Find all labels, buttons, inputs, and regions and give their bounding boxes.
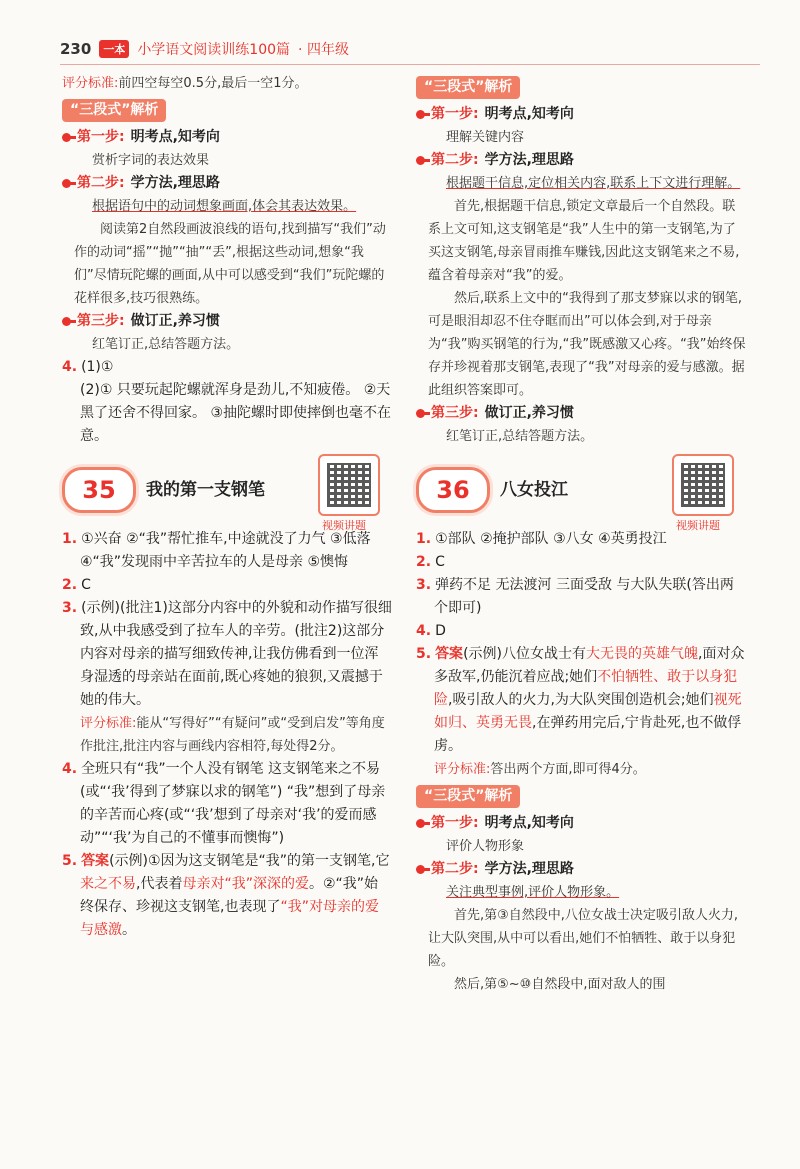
answer-label: 答案 bbox=[81, 853, 110, 869]
video-label: 视频讲题 bbox=[322, 519, 366, 532]
analysis-paragraph: 然后,联系上文中的“我得到了那支梦寐以求的钢笔,可是眼泪却忍不住夺眶而出”可以体会到,对于母亲为“我”购买钢笔的行为,“我”既感激又心疼。“我”始终保存并珍视着那支钢笔,表现了“我”对母亲的爱与感激。据此组织答案即可。 bbox=[428, 291, 746, 398]
answer-5 bbox=[62, 850, 392, 942]
analysis-paragraph: 首先,根据题干信息,锁定文章最后一个自然段。联系上文可知,这支钢笔是“我”人生中的第一支钢笔,为了买这支钢笔,母亲冒雨推车赚钱,因此这支钢笔来之不易,蕴含着母亲对“我”的爱。 bbox=[428, 199, 740, 283]
answer-text: 。 bbox=[122, 922, 136, 938]
answer-text: 全班只有“我”一个人没有钢笔 这支钢笔来之不易(或“‘我’得到了梦寐以求的钢笔”) “我”想到了母亲的辛苦而心疼(或“‘我’想到了母亲对‘我’的爱而感动”“‘我’为自己的不懂事而懊悔”) bbox=[80, 761, 386, 846]
qr-code-icon[interactable] bbox=[318, 454, 380, 516]
criteria-text: 能从“写得好”“有疑问”或“受到启发”等角度作批注,批注内容与画线内容相符,每处得2分。 bbox=[80, 716, 385, 754]
analysis-tag: “三段式”解析 bbox=[416, 76, 520, 99]
page-number: 230 bbox=[60, 40, 92, 58]
lesson-number: 36 bbox=[416, 467, 490, 513]
answer-number: 3. bbox=[416, 577, 432, 593]
analysis-tag: “三段式”解析 bbox=[416, 785, 520, 808]
video-label: 视频讲题 bbox=[676, 519, 720, 532]
brand-logo: 一本 bbox=[99, 40, 129, 58]
qr-pattern bbox=[327, 463, 371, 507]
scoring-criteria bbox=[62, 712, 392, 758]
answer-text: C bbox=[81, 577, 91, 593]
analysis-paragraph: 阅读第2自然段画波浪线的语句,找到描写“我们”动作的动词“摇”“抛”“抽”“丢”,根据这些动词,想象“我们”尽情玩陀螺的画面,从中可以感受到“我们”玩陀螺的花样很多,技巧很熟练。 bbox=[74, 222, 386, 306]
lesson-36-header bbox=[416, 460, 746, 532]
step-title: 明考点,知考向 bbox=[484, 106, 574, 122]
step-title: 做订正,养习惯 bbox=[130, 313, 220, 329]
step-one bbox=[416, 812, 746, 835]
answer-4-part2: (2)① 只要玩起陀螺就浑身是劲儿,不知疲倦。 ②天黑了还舍不得回家。 ③抽陀螺时即使摔倒也毫不在意。 bbox=[80, 382, 391, 444]
answer-5 bbox=[416, 643, 746, 758]
answer-number: 1. bbox=[62, 531, 78, 547]
step-title: 学方法,理思路 bbox=[130, 175, 220, 191]
step-title: 做订正,养习惯 bbox=[484, 405, 574, 421]
answer-text: D bbox=[435, 623, 446, 639]
analysis-paragraph: 首先,第③自然段中,八位女战士决定吸引敌人火力,让大队突围,从中可以看出,她们不怕牺牲、敢于以身犯险。 bbox=[428, 908, 739, 969]
highlight-text: 母亲对“我”深深的爱 bbox=[182, 876, 309, 892]
answer-number: 2. bbox=[416, 554, 432, 570]
page-header bbox=[60, 36, 349, 62]
step-two bbox=[416, 149, 746, 172]
analysis-tag: “三段式”解析 bbox=[62, 99, 166, 122]
answer-number: 5. bbox=[62, 853, 78, 869]
step-title: 明考点,知考向 bbox=[484, 815, 574, 831]
answer-number: 5. bbox=[416, 646, 432, 662]
answer-text: 。②“我”始终保存、珍视这支钢笔,也表现了 bbox=[80, 876, 379, 915]
right-column bbox=[416, 72, 746, 996]
step-detail: 评价人物形象 bbox=[446, 839, 525, 854]
bullet-icon bbox=[62, 179, 71, 188]
step-title: 明考点,知考向 bbox=[130, 129, 220, 145]
step-title: 学方法,理思路 bbox=[484, 861, 574, 877]
step-detail: 根据语句中的动词想象画面,体会其表达效果。 bbox=[92, 199, 357, 214]
step-label: 第一步: bbox=[77, 129, 125, 145]
answer-number: 4. bbox=[62, 359, 78, 375]
answer-text: ,吸引敌人的火力,为大队突围创造机会;她们 bbox=[448, 692, 714, 708]
lesson-35-header bbox=[62, 460, 392, 532]
step-label: 第三步: bbox=[431, 405, 479, 421]
step-detail: 赏析字词的表达效果 bbox=[92, 153, 210, 168]
step-detail: 关注典型事例,评价人物形象。 bbox=[446, 885, 620, 900]
answer-text: (示例)(批注1)这部分内容中的外貌和动作描写很细致,从中我感受到了拉车人的辛劳。(批注2)这部分内容对母亲的描写细致传神,让我仿佛看到一位浑身湿透的母亲站在面前,既心疼她的狼狈,又震撼于她的伟大。 bbox=[80, 600, 392, 708]
criteria-label: 评分标准: bbox=[80, 716, 137, 731]
qr-code-icon[interactable] bbox=[672, 454, 734, 516]
left-column bbox=[62, 72, 392, 942]
bullet-icon bbox=[62, 317, 71, 326]
answer-text: 弹药不足 无法渡河 三面受敌 与大队失联(答出两个即可) bbox=[434, 577, 734, 616]
grade-label: · 四年级 bbox=[298, 42, 349, 58]
header-divider bbox=[60, 64, 760, 65]
bullet-icon bbox=[416, 819, 425, 828]
answer-number: 4. bbox=[416, 623, 432, 639]
bullet-icon bbox=[416, 156, 425, 165]
answer-text: ,代表着 bbox=[136, 876, 183, 892]
answer-number: 3. bbox=[62, 600, 78, 616]
step-two bbox=[416, 858, 746, 881]
highlight-text: 不怕牺牲、敢于以身犯险 bbox=[434, 669, 738, 708]
answer-text: ,在弹药用完后,宁肯赴死,也不做俘虏。 bbox=[434, 715, 742, 754]
answer-number: 1. bbox=[416, 531, 432, 547]
scoring-criteria bbox=[62, 72, 392, 95]
lesson-number: 35 bbox=[62, 467, 136, 513]
step-one bbox=[416, 103, 746, 126]
step-title: 学方法,理思路 bbox=[484, 152, 574, 168]
step-detail: 理解关键内容 bbox=[446, 130, 525, 145]
answer-4 bbox=[62, 758, 392, 850]
answer-3 bbox=[62, 597, 392, 712]
step-two bbox=[62, 172, 392, 195]
analysis-paragraph: 然后,第⑤~⑩自然段中,面对敌人的围 bbox=[454, 977, 666, 992]
bullet-icon bbox=[62, 133, 71, 142]
step-three bbox=[416, 402, 746, 425]
step-one bbox=[62, 126, 392, 149]
bullet-icon bbox=[416, 865, 425, 874]
answer-4 bbox=[416, 620, 746, 643]
step-label: 第二步: bbox=[431, 861, 479, 877]
answer-text: (示例)八位女战士有 bbox=[463, 646, 586, 662]
scoring-criteria bbox=[416, 758, 746, 781]
answer-label: 答案 bbox=[435, 646, 464, 662]
bullet-icon bbox=[416, 409, 425, 418]
lesson-title: 我的第一支钢笔 bbox=[146, 479, 265, 500]
book-series-title: 小学语文阅读训练100篇 bbox=[137, 42, 291, 58]
answer-number: 4. bbox=[62, 761, 78, 777]
step-detail: 红笔订正,总结答题方法。 bbox=[92, 337, 240, 352]
answer-text: (示例)①因为这支钢笔是“我”的第一支钢笔,它 bbox=[109, 853, 390, 869]
answer-2 bbox=[62, 574, 392, 597]
qr-pattern bbox=[681, 463, 725, 507]
highlight-text: 大无畏的英雄气魄 bbox=[586, 646, 698, 662]
step-detail: 根据题干信息,定位相关内容,联系上下文进行理解。 bbox=[446, 176, 741, 191]
step-label: 第一步: bbox=[431, 815, 479, 831]
step-detail: 红笔订正,总结答题方法。 bbox=[446, 429, 594, 444]
criteria-text: 前四空每空0.5分,最后一空1分。 bbox=[118, 76, 308, 91]
step-label: 第二步: bbox=[77, 175, 125, 191]
answer-text: (1)① bbox=[81, 359, 114, 375]
answer-text: ,面对众多敌军,仍能沉着应战;她们 bbox=[434, 646, 745, 685]
criteria-text: 答出两个方面,即可得4分。 bbox=[490, 762, 646, 777]
answer-3 bbox=[416, 574, 746, 620]
step-label: 第一步: bbox=[431, 106, 479, 122]
step-three bbox=[62, 310, 392, 333]
highlight-text: 来之不易 bbox=[80, 876, 136, 892]
bullet-icon bbox=[416, 110, 425, 119]
step-label: 第三步: bbox=[77, 313, 125, 329]
step-label: 第二步: bbox=[431, 152, 479, 168]
lesson-title: 八女投江 bbox=[500, 479, 568, 500]
answer-text: ①兴奋 ②“我”帮忙推车,中途就没了力气 ③低落 ④“我”发现雨中辛苦拉车的人是母亲 ⑤懊悔 bbox=[80, 531, 371, 570]
criteria-label: 评分标准: bbox=[62, 76, 119, 91]
highlight-text: “我”对母亲的爱与感激 bbox=[80, 899, 379, 938]
answer-number: 2. bbox=[62, 577, 78, 593]
answer-text: C bbox=[435, 554, 445, 570]
answer-text: ①部队 ②掩护部队 ③八女 ④英勇投江 bbox=[435, 531, 667, 547]
criteria-label: 评分标准: bbox=[434, 762, 491, 777]
answer-2 bbox=[416, 551, 746, 574]
highlight-text: 视死如归、英勇无畏 bbox=[434, 692, 742, 731]
answer-4 bbox=[62, 356, 392, 379]
